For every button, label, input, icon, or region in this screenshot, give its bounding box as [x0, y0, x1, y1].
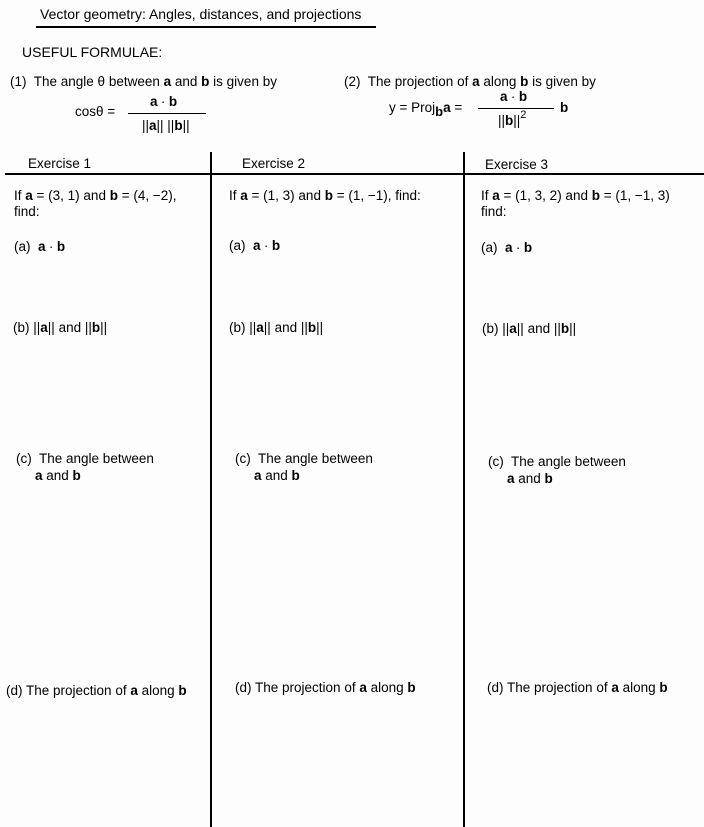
vector-b: b	[91, 320, 101, 335]
part-d-label: (d)	[487, 680, 504, 695]
formula-1-statement	[10, 74, 277, 89]
vector-a: a	[38, 239, 46, 254]
exercise-2-a-value: = (1, 3) and	[247, 188, 325, 203]
and-word: and	[523, 321, 554, 336]
vector-b: b	[174, 118, 183, 133]
vector-b: b	[560, 321, 570, 336]
part-a-label: (a)	[481, 240, 498, 255]
formula-2-text-post: is given by	[528, 74, 596, 89]
exercise-2-title: Exercise 2	[242, 156, 306, 171]
vector-b: b	[109, 188, 118, 203]
vector-a: a	[40, 320, 48, 335]
exercise-3-title: Exercise 3	[485, 157, 549, 172]
vector-a: a	[472, 74, 480, 89]
part-a-label: (a)	[229, 238, 246, 253]
norm-bars: ||	[33, 320, 41, 335]
vector-b: b	[72, 468, 81, 483]
vector-b: b	[291, 468, 300, 483]
norm-bars: ||	[498, 113, 506, 128]
vector-a: a	[35, 468, 43, 483]
if-word: If	[229, 188, 241, 203]
exercise-2-part-d	[235, 680, 416, 695]
and-word: and	[54, 320, 85, 335]
if-word: If	[14, 188, 26, 203]
part-b-label: (b)	[229, 320, 246, 335]
vector-a: a	[359, 680, 367, 695]
dot-operator: ∙	[49, 239, 54, 254]
vector-b: b	[178, 683, 187, 698]
norm-bars: ||	[100, 320, 108, 335]
formula-1-text-post: is given by	[209, 74, 277, 89]
and-word: and	[42, 468, 73, 483]
vector-a: a	[611, 680, 619, 695]
exercise-3-part-c	[488, 454, 626, 469]
formula-2-denominator	[498, 109, 527, 128]
part-c-text: The angle between	[39, 451, 154, 466]
vector-a: a	[130, 683, 138, 698]
exercise-3-part-d	[487, 680, 668, 695]
and-word: and	[514, 471, 545, 486]
exercise-2-part-a	[229, 238, 280, 253]
exercise-2-given	[229, 188, 421, 203]
page-title: Vector geometry: Angles, distances, and projections	[40, 6, 362, 22]
exercise-1-part-b	[13, 320, 107, 335]
part-d-text: The projection of	[507, 680, 612, 695]
exercise-1-part-a	[14, 239, 65, 254]
vector-b: b	[544, 471, 553, 486]
exercise-1-title: Exercise 1	[28, 156, 92, 171]
norm-bars: || ||	[156, 118, 175, 133]
formula-2-statement	[344, 74, 596, 89]
dot-operator: ∙	[511, 89, 516, 104]
exercise-1-given	[14, 188, 204, 220]
vector-a: a	[492, 188, 500, 203]
along-word: along	[137, 683, 179, 698]
vector-a: a	[25, 188, 33, 203]
vector-b: b	[560, 100, 569, 115]
formula-2-number: (2)	[344, 74, 361, 89]
norm-bars: ||	[84, 320, 92, 335]
formula-1-text-pre: The angle θ between	[33, 74, 164, 89]
exercise-3-a-value: = (1, 3, 2) and	[499, 188, 592, 203]
vector-a: a	[254, 468, 262, 483]
vector-b: b	[324, 188, 333, 203]
vector-a: a	[253, 238, 261, 253]
norm-bars: ||	[516, 321, 524, 336]
formula-1-number: (1)	[10, 74, 27, 89]
exercise-2-part-b	[229, 320, 323, 335]
norm-bars: ||	[569, 321, 577, 336]
vector-a: a	[256, 320, 264, 335]
find-word: find:	[481, 204, 507, 219]
find-word: find:	[14, 204, 40, 219]
dot-operator: ∙	[516, 240, 521, 255]
vector-a: a	[500, 89, 508, 104]
vector-a: a	[509, 321, 517, 336]
equals-sign: =	[450, 100, 463, 115]
part-d-label: (d)	[235, 680, 252, 695]
part-d-text: The projection of	[26, 683, 131, 698]
exercise-2-part-c	[235, 451, 373, 466]
norm-bars: ||	[300, 320, 308, 335]
exercise-3-part-a	[481, 240, 532, 255]
vector-b: b	[307, 320, 317, 335]
and-word: and	[270, 320, 301, 335]
vector-a: a	[240, 188, 248, 203]
norm-bars: ||	[249, 320, 257, 335]
vector-b: b	[271, 238, 281, 253]
exercise-3-part-c-line2	[507, 471, 553, 486]
vector-b: b	[523, 240, 533, 255]
if-word: If	[481, 188, 493, 203]
exponent: 2	[520, 109, 527, 121]
vector-a: a	[507, 471, 515, 486]
vector-b: b	[201, 74, 210, 89]
formula-1-denominator	[142, 118, 190, 133]
exercise-1-part-c-line2	[35, 468, 81, 483]
useful-formulae-heading: USEFUL FORMULAE:	[22, 44, 163, 60]
along-word: along	[366, 680, 408, 695]
vector-a: a	[163, 74, 172, 89]
vector-a: a	[505, 240, 513, 255]
norm-bars: ||	[502, 321, 510, 336]
part-c-text: The angle between	[511, 454, 626, 469]
part-d-label: (d)	[6, 683, 23, 698]
proj-subscript-b: b	[435, 104, 444, 119]
formula-1-fraction-bar	[128, 113, 206, 114]
norm-bars: ||	[316, 320, 324, 335]
vector-b: b	[659, 680, 668, 695]
exercise-3-given	[481, 188, 696, 220]
dot-operator: ∙	[161, 94, 166, 109]
norm-bars: ||	[553, 321, 561, 336]
exercise-3-b-value: = (1, −1, 3)	[599, 188, 670, 203]
exercise-1-b-value: = (4, −2),	[117, 188, 177, 203]
exercise-3-part-b	[482, 321, 576, 336]
vector-b: b	[407, 680, 416, 695]
exercise-1-part-d	[6, 683, 187, 698]
table-header-rule	[5, 173, 704, 175]
norm-bars: ||	[142, 118, 150, 133]
dot-operator: ∙	[264, 238, 269, 253]
and-word: and	[261, 468, 292, 483]
part-c-label: (c)	[235, 451, 251, 466]
part-d-text: The projection of	[255, 680, 360, 695]
vector-b: b	[56, 239, 66, 254]
vector-b: b	[518, 89, 528, 104]
norm-bars: ||	[182, 118, 190, 133]
formula-1-lhs: cosθ =	[75, 104, 116, 119]
vector-a: a	[150, 94, 158, 109]
vector-a: a	[149, 118, 157, 133]
title-underline	[36, 26, 376, 28]
formula-2-numerator	[500, 89, 527, 104]
part-c-text: The angle between	[258, 451, 373, 466]
vector-a: a	[443, 100, 451, 115]
formula-2-fraction-bar	[478, 108, 554, 109]
part-b-label: (b)	[13, 320, 30, 335]
formula-2-times-b	[560, 100, 568, 115]
exercise-2-b-value: = (1, −1), find:	[332, 188, 421, 203]
formula-1-and: and	[171, 74, 202, 89]
formula-2-text-pre: The projection of	[367, 74, 473, 89]
part-c-label: (c)	[488, 454, 504, 469]
formula-2-along: along	[479, 74, 521, 89]
formula-2-lhs	[389, 100, 463, 119]
part-b-label: (b)	[482, 321, 499, 336]
column-divider-1	[210, 152, 212, 827]
exercise-1-a-value: = (3, 1) and	[32, 188, 110, 203]
part-c-label: (c)	[16, 451, 32, 466]
norm-bars: ||	[513, 113, 521, 128]
along-word: along	[618, 680, 660, 695]
vector-b: b	[591, 188, 600, 203]
vector-b: b	[520, 74, 529, 89]
exercise-1-part-c	[16, 451, 154, 466]
part-a-label: (a)	[14, 239, 31, 254]
proj-label: y = Proj	[389, 100, 436, 115]
formula-1-numerator	[150, 94, 177, 109]
exercise-2-part-c-line2	[254, 468, 300, 483]
norm-bars: ||	[47, 320, 55, 335]
column-divider-2	[463, 152, 465, 827]
norm-bars: ||	[263, 320, 271, 335]
vector-b: b	[505, 113, 514, 128]
vector-b: b	[168, 94, 178, 109]
